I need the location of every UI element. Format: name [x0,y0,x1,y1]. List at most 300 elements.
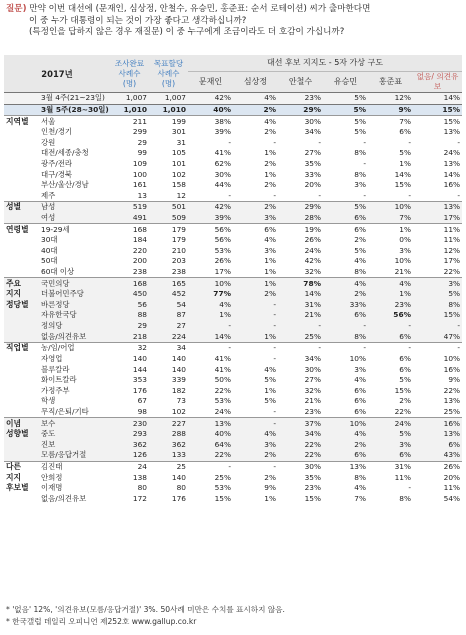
table-row [4,159,462,170]
percent-cell: 4% [323,429,368,440]
row-label: 바른정당 [38,300,110,311]
row-group: 지지 [6,472,22,482]
percent-cell: 4% [233,429,278,440]
percent-cell: 0% [399,235,411,245]
percent-cell: 2% [233,289,278,300]
percent-cell: 3% [354,180,366,190]
question-label: 질문) [6,4,27,14]
row-label: 진보 [38,440,110,451]
percent-cell: 16% [413,418,462,429]
percent-cell: 4% [188,300,233,311]
percent-cell: 30% [278,116,323,127]
percent-cell: 6% [399,364,411,374]
percent-cell: 13% [413,202,462,213]
row-group: 지지 [4,289,38,300]
percent-cell: 23% [278,93,323,105]
row-label: 이재명 [41,483,63,493]
table-row [4,93,462,105]
sample-count: 1,007 [110,93,149,105]
weighted-count: 182 [171,385,186,395]
sample-count: 13 [137,190,147,200]
table-row [4,461,462,472]
percent-cell: 29% [278,104,323,116]
table-row [4,396,462,407]
percent-cell: - [363,190,366,200]
percent-cell: 1% [264,385,276,395]
percent-cell: 17% [214,267,231,277]
footnote: * 한국갤럽 데일리 오피니언 제252호 www.gallup.co.kr [6,617,197,626]
weighted-count: 34 [149,343,188,354]
percent-cell: 4% [264,364,276,374]
sample-count: 238 [132,267,147,277]
percent-cell: 2% [354,235,366,245]
row-group [4,364,38,375]
percent-cell: 34% [304,353,321,363]
percent-cell: 5% [323,93,368,105]
sample-count: 200 [132,256,147,266]
table-row [4,483,462,494]
percent-cell: - [408,483,411,493]
table-row [4,472,462,483]
weighted-count: 80 [176,483,186,493]
percent-cell: 3% [368,440,413,451]
weighted-count: 179 [149,224,188,235]
percent-cell: 6% [323,310,368,321]
row-label: 학생 [41,396,56,406]
percent-cell: 64% [188,440,233,451]
row-group [4,148,38,159]
sample-count: 67 [137,396,147,406]
row-label: 블루칼라 [41,364,70,374]
header-year: 2017년 [4,55,110,93]
sample-count: 293 [110,429,149,440]
row-label: 남성 [38,202,110,213]
percent-cell: 40% [188,429,233,440]
row-label: 무직/은퇴/기타 [41,406,89,416]
row-group [4,137,38,148]
header-no-opinion: 없음/ 의견유보 [413,72,462,93]
table-row [4,300,462,311]
table-row [4,278,462,289]
percent-cell: 6% [354,385,366,395]
row-label: 여성 [38,213,110,224]
percent-cell: 23% [304,483,321,493]
sample-count: 144 [132,364,147,374]
percent-cell: 33% [304,169,321,179]
weighted-count: 339 [171,375,186,385]
table-row [4,429,462,440]
percent-cell: - [318,190,321,200]
percent-cell: 14% [413,93,462,105]
row-label: 김진태 [38,461,110,472]
percent-cell: 22% [443,385,461,395]
percent-cell: 5% [413,289,462,300]
percent-cell: 22% [278,450,323,461]
percent-cell: 6% [354,396,366,406]
row-group [4,190,38,201]
percent-cell: 25% [443,406,461,416]
percent-cell: 5% [264,396,276,406]
percent-cell: 26% [304,235,321,245]
row-group: 연령별 [4,224,38,235]
percent-cell: 3% [233,213,278,224]
row-label: 농/임/어업 [38,343,110,354]
weighted-count: 203 [171,256,186,266]
percent-cell: 1% [368,224,413,235]
row-group [4,127,38,138]
header-group-title: 대선 후보 지지도 - 5자 가상 구도 [188,55,462,72]
sample-count: 491 [110,213,149,224]
row-label: 자유한국당 [38,310,110,321]
row-group [4,267,38,278]
weighted-count: 452 [149,289,188,300]
percent-cell: 23% [368,300,413,311]
percent-cell: 1% [233,278,278,289]
percent-cell: 13% [443,158,461,168]
percent-cell: 39% [214,127,231,137]
weighted-count: 73 [176,396,186,406]
row-group [4,321,38,332]
row-label: 대구/경북 [41,169,73,179]
row-label: 부산/울산/경남 [41,180,89,190]
percent-cell: 14% [443,169,461,179]
percent-cell: 24% [214,406,231,416]
percent-cell: 24% [368,418,413,429]
percent-cell: 4% [323,278,368,289]
sample-count: 299 [132,127,147,137]
percent-cell: 53% [214,396,231,406]
percent-cell: 4% [354,483,366,493]
percent-cell: 8% [354,472,366,482]
header-candidate: 홍준표 [368,72,413,93]
percent-cell: 42% [188,93,233,105]
weighted-count: 509 [149,213,188,224]
row-label: 안희정 [41,472,63,482]
weighted-count: 140 [171,364,186,374]
percent-cell: 56% [188,224,233,235]
row-group [4,246,38,257]
percent-cell: - [233,418,278,429]
row-group [4,407,38,418]
percent-cell: 40% [188,104,233,116]
row-group [4,180,38,191]
row-label: 40대 [41,245,58,255]
percent-cell: 39% [188,213,233,224]
row-group [4,169,38,180]
table-row [4,202,462,213]
weighted-count: 140 [171,472,186,482]
table-row [4,169,462,180]
percent-cell: 21% [304,396,321,406]
sample-count: 29 [110,321,149,332]
percent-cell: 43% [413,450,462,461]
percent-cell: - [457,190,461,200]
percent-cell: 4% [354,256,366,266]
percent-cell: 25% [278,331,323,342]
percent-cell: 30% [304,364,321,374]
percent-cell: 15% [413,104,462,116]
sample-count: 56 [110,300,149,311]
percent-cell: 16% [443,364,461,374]
percent-cell: 41% [214,353,231,363]
percent-cell: 8% [354,169,366,179]
percent-cell: 8% [413,300,462,311]
percent-cell: 41% [214,148,231,158]
percent-cell: 2% [233,450,278,461]
percent-cell: 2% [233,202,278,213]
percent-cell: 1% [264,267,276,277]
percent-cell: 31% [278,300,323,311]
percent-cell: - [408,190,411,200]
percent-cell: 15% [413,310,462,321]
percent-cell: 16% [443,180,461,190]
percent-cell: - [273,353,276,363]
percent-cell: 13% [443,396,461,406]
percent-cell: - [233,461,278,472]
sample-count: 109 [132,158,147,168]
percent-cell: 4% [354,375,366,385]
weighted-count: 1,010 [149,104,188,116]
sample-count: 24 [110,461,149,472]
percent-cell: - [457,137,461,147]
percent-cell: 10% [323,418,368,429]
row-label: 없음/의견유보 [38,331,110,342]
percent-cell: 6% [323,213,368,224]
percent-cell: 9% [448,375,461,385]
row-group [4,385,38,396]
question-line-3: (특정인을 답하지 않은 경우 재질문) 이 중 누구에게 조금이라도 더 호감이 가십니까? [29,27,345,38]
row-label: 대전/세종/충청 [41,148,89,158]
percent-cell: 50% [214,375,231,385]
row-group [4,159,38,170]
sample-count: 1,010 [110,104,149,116]
percent-cell: 13% [323,461,368,472]
percent-cell: 6% [399,353,411,363]
row-label: 가정주부 [41,385,70,395]
weighted-count: 227 [149,418,188,429]
row-label: 보수 [38,418,110,429]
sample-count: 362 [110,440,149,451]
table-row [4,289,462,300]
table-row [4,343,462,354]
row-label: 19-29세 [38,224,110,235]
row-group: 이념 [4,418,38,429]
sample-count: 176 [132,385,147,395]
percent-cell: 3% [264,245,276,255]
row-label: 3월 4주(21~23일) [38,93,110,105]
table-row [4,148,462,159]
percent-cell: 62% [214,158,231,168]
percent-cell: 56% [368,310,413,321]
percent-cell: 7% [368,116,413,127]
row-group [4,494,38,505]
percent-cell: 5% [323,202,368,213]
sample-count: 519 [110,202,149,213]
weighted-count: 362 [149,440,188,451]
table-row [4,127,462,138]
weighted-count: 1,007 [149,93,188,105]
weighted-count: 102 [171,169,186,179]
sample-count: 29 [137,137,147,147]
percent-cell: - [273,137,276,147]
percent-cell: 6% [323,450,368,461]
percent-cell: 41% [214,364,231,374]
percent-cell: 37% [278,418,323,429]
sample-count: 140 [132,353,147,363]
row-label: 중도 [38,429,110,440]
percent-cell: 1% [264,169,276,179]
percent-cell: 12% [443,245,461,255]
percent-cell: 15% [304,493,321,503]
weighted-count: 31 [176,137,186,147]
percent-cell: 8% [354,148,366,158]
percent-cell: 15% [394,180,411,190]
percent-cell: 1% [264,148,276,158]
footnote: * '없음' 12%, '의견유보(모름/응답거절)' 3%. 50사례 미만은 수치를 표시하지 않음. [6,605,285,614]
weighted-count: 158 [171,180,186,190]
percent-cell: 42% [304,256,321,266]
table-row [4,321,462,332]
percent-cell: 22% [278,440,323,451]
table-header [4,55,462,93]
question-line-2: 이 중 누가 대통령이 되는 것이 가장 좋다고 생각하십니까? [29,15,247,26]
percent-cell: - [323,343,368,354]
percent-cell: 34% [278,429,323,440]
percent-cell: 10% [349,353,366,363]
row-label: 인천/경기 [41,127,73,137]
percent-cell: - [273,190,276,200]
percent-cell: 5% [264,375,276,385]
percent-cell: 11% [394,472,411,482]
percent-cell: 24% [443,148,461,158]
percent-cell: - [233,300,278,311]
percent-cell: 12% [368,93,413,105]
table-row [4,440,462,451]
percent-cell: 5% [354,245,366,255]
row-label: 모름/응답거절 [38,450,110,461]
percent-cell: 13% [443,127,461,137]
row-group [4,310,38,321]
percent-cell: 3% [399,245,411,255]
row-label: 국민의당 [38,278,110,289]
percent-cell: 10% [394,256,411,266]
percent-cell: 6% [354,406,366,416]
weighted-count: 199 [149,116,188,127]
weighted-count: 12 [176,190,186,200]
percent-cell: 14% [278,289,323,300]
percent-cell: 5% [399,375,411,385]
percent-cell: - [413,343,462,354]
percent-cell: 8% [354,267,366,277]
percent-cell: 13% [188,418,233,429]
table-row [4,213,462,224]
weighted-count: 165 [149,278,188,289]
sample-count: 168 [110,224,149,235]
percent-cell: - [408,137,411,147]
percent-cell: 44% [214,180,231,190]
sample-count: 184 [132,235,147,245]
percent-cell: - [368,343,413,354]
sample-count: 100 [132,169,147,179]
percent-cell: 17% [413,213,462,224]
survey-question [6,4,462,39]
percent-cell: 20% [304,180,321,190]
table-row [4,450,462,461]
percent-cell: 10% [368,202,413,213]
percent-cell: 29% [278,202,323,213]
row-group: 주요 [4,278,38,289]
percent-cell: - [323,321,368,332]
percent-cell: - [368,321,413,332]
header-weighted-count: 목표할당 사례수 (명) [149,55,188,93]
sample-count: 80 [137,483,147,493]
row-group: 다른 [4,461,38,472]
percent-cell: 11% [443,483,461,493]
weighted-count: 238 [171,267,186,277]
row-group [4,450,38,461]
percent-cell: 22% [214,385,231,395]
row-group [4,235,38,246]
percent-cell: 1% [368,289,413,300]
table-row [4,104,462,116]
question-text-1: 만약 이번 대선에 (문재인, 심상정, 안철수, 유승민, 홍준표: 순서 로테이션) 씨가 출마한다면 [29,4,371,14]
row-label: 제주 [41,190,56,200]
weighted-count: 25 [149,461,188,472]
percent-cell: 53% [214,245,231,255]
header-sample-count: 조사완료 사례수 (명) [110,55,149,93]
percent-cell: 6% [323,224,368,235]
percent-cell: 27% [304,375,321,385]
table-row [4,180,462,191]
percent-cell: 8% [399,493,411,503]
percent-cell: 22% [394,406,411,416]
percent-cell: 42% [188,202,233,213]
percent-cell: 2% [323,289,368,300]
percent-cell: 3% [233,440,278,451]
sample-count: 168 [110,278,149,289]
percent-cell: 32% [304,385,321,395]
percent-cell: 14% [188,331,233,342]
percent-cell: 14% [394,169,411,179]
weighted-count: 210 [171,245,186,255]
percent-cell: - [188,321,233,332]
row-group [4,354,38,365]
percent-cell: 35% [304,158,321,168]
percent-cell: - [228,137,231,147]
percent-cell: 4% [264,235,276,245]
row-group: 성향별 [4,429,38,440]
row-label: 자영업 [41,353,63,363]
percent-cell: 1% [399,158,411,168]
percent-cell: 11% [413,224,462,235]
percent-cell: 6% [233,224,278,235]
percent-cell: 11% [443,235,461,245]
row-label: 없음/의견유보 [41,493,87,503]
percent-cell: 15% [214,493,231,503]
table-row [4,267,462,278]
percent-cell: 15% [413,116,462,127]
percent-cell: 5% [323,104,368,116]
percent-cell: 47% [413,331,462,342]
row-group: 정당별 [4,300,38,311]
percent-cell: 33% [323,300,368,311]
percent-cell: 19% [278,224,323,235]
row-group [4,93,38,105]
percent-cell: 20% [443,472,461,482]
table-row [4,116,462,127]
weighted-count: 133 [149,450,188,461]
sample-count: 450 [110,289,149,300]
